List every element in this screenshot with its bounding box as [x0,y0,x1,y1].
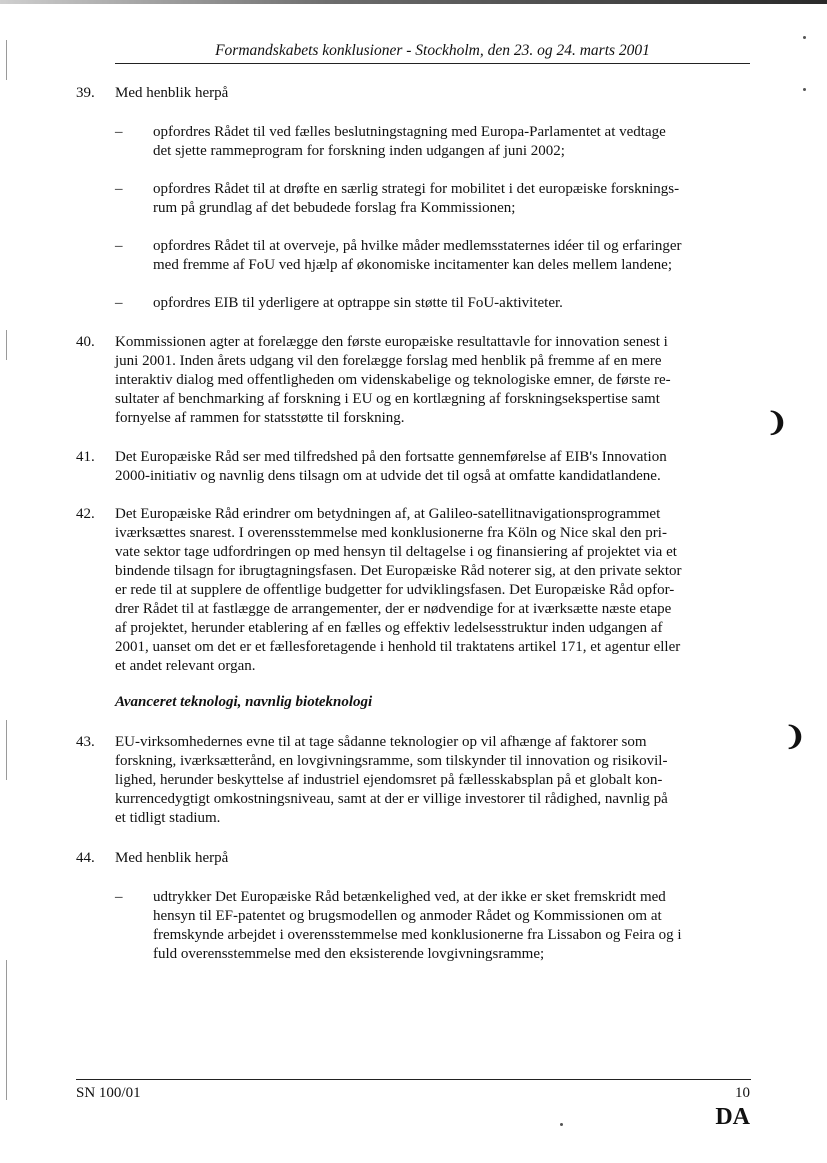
paragraph-number: 39. [76,85,95,101]
paragraph-number: 42. [76,506,95,522]
language-code: DA [715,1104,750,1130]
text-line: opfordres Rådet til at drøfte en særlig strategi for mobilitet i det europæiske forsknings- [153,181,680,197]
scan-speck [803,36,806,39]
text-line: EU-virksomhedernes evne til at tage sådanne teknologier op vil afhænge af faktorer som [115,734,647,750]
text-line: 2001, uanset om det er et fællesforetagende i henhold til traktatens artikel 171, et agentur eller [115,639,681,655]
scan-speck [803,88,806,91]
scan-edge-mark [6,960,7,1100]
text-line: 2000-initiativ og navnlig dens tilsagn om at udvide det til også at omfatte kandidatlandene. [115,468,661,484]
page-header: Formandskabets konklusioner - Stockholm, den 23. og 24. marts 2001 [115,42,750,64]
text-line: fremskynde arbejdet i overensstemmelse med konklusionerne fra Lissabon og Feira og i [153,927,682,943]
text-line: et andet relevant organ. [115,658,256,674]
paragraph-text [115,333,755,428]
page-number: 10 [735,1085,750,1101]
text-line: opfordres Rådet til at overveje, på hvilke måder medlemsstaternes idéer til og erfaringer [153,238,682,254]
text-line: Med henblik herpå [115,850,229,866]
list-dash: – [115,238,123,254]
document-reference: SN 100/01 [76,1085,141,1101]
text-line: Kommissionen agter at forelægge den første europæiske resultattavle for innovation senest i [115,334,668,350]
text-line: fuld overensstemmelse med den eksisterende lovgivningsramme; [153,946,545,962]
text-line: Med henblik herpå [115,85,229,101]
text-line: lighed, herunder beskyttelse af industriel ejendomsret på fællesskabsplan på et globalt kon- [115,772,663,788]
paragraph-number: 43. [76,734,95,750]
scan-edge-mark [6,40,7,80]
text-line: vate sektor tage udfordringen op med hensyn til deltagelse i og finansiering af projektet via et [115,544,677,560]
text-line: Det Europæiske Råd erindrer om betydningen af, at Galileo-satellitnavigationsprogrammet [115,506,661,522]
paragraph-text [115,84,755,103]
text-line: er rede til at supplere de offentlige budgetter for udviklingsfasen. Det Europæiske Råd opfor- [115,582,675,598]
text-line: juni 2001. Inden årets udgang vil den forelægge forslag med henblik på fremme af en mere [115,353,662,369]
binder-hole-mark: ❩ [784,722,806,751]
list-dash: – [115,889,123,905]
text-line: udtrykker Det Europæiske Råd betænkelighed ved, at der ikke er sket fremskridt med [153,889,666,905]
text-line: bindende tilsagn for ibrugtagningsfasen. Det Europæiske Råd noterer sig, at den private sektor [115,563,682,579]
text-line: opfordres EIB til yderligere at optrappe sin støtte til FoU-aktiviteter. [153,295,563,311]
text-line: hensyn til EF-patentet og brugsmodellen og anmoder Rådet og Kommissionen om at [153,908,662,924]
text-line: sultater af benchmarking af forskning i EU og en kortlægning af forskningsekspertise samt [115,391,660,407]
scan-speck [560,1123,563,1126]
text-line: med fremme af FoU ved hjælp af økonomiske incitamenter kan deles mellem landene; [153,257,673,273]
text-line: Det Europæiske Råd ser med tilfredshed på den fortsatte gennemførelse af EIB's Innovation [115,449,667,465]
scan-top-edge [0,0,827,4]
list-dash: – [115,181,123,197]
footer-rule [76,1079,751,1080]
text-line: opfordres Rådet til ved fælles beslutningstagning med Europa-Parlamentet at vedtage [153,124,666,140]
paragraph-text [115,505,755,676]
list-dash: – [115,295,123,311]
paragraph-text [115,448,755,486]
scan-edge-mark [6,330,7,360]
paragraph-number: 40. [76,334,95,350]
text-line: fornyelse af rammen for statsstøtte til forskning. [115,410,405,426]
text-line: kurrencedygtigt omkostningsniveau, samt at der er villige investorer til rådighed, navnlig på [115,791,668,807]
list-dash: – [115,124,123,140]
text-line: af projektet, herunder etablering af en fælles og effektiv ledelsesstruktur inden udgangen af [115,620,663,636]
text-line: interaktiv dialog med offentligheden om videnskabelige og teknologiske emner, de første re- [115,372,671,388]
paragraph-text [115,733,755,828]
text-line: drer Rådet til at fastlægge de arrangementer, der er nødvendige for at iværksætte næste etape [115,601,672,617]
binder-hole-mark: ❩ [766,408,788,437]
text-line: et tidligt stadium. [115,810,221,826]
scan-edge-mark [6,720,7,780]
text-line: det sjette rammeprogram for forskning inden udgangen af juni 2002; [153,143,565,159]
paragraph-number: 44. [76,850,95,866]
text-line: rum på grundlag af det bebudede forslag fra Kommissionen; [153,200,516,216]
text-line: forskning, iværksætterånd, en lovgivningsramme, som tilskynder til innovation og risikovil- [115,753,668,769]
text-line: iværksættes snarest. I overensstemmelse med konklusionerne fra Köln og Nice skal den pri- [115,525,667,541]
paragraph-text [115,849,755,868]
section-subheading: Avanceret teknologi, navnlig bioteknologi [115,694,373,710]
paragraph-number: 41. [76,449,95,465]
